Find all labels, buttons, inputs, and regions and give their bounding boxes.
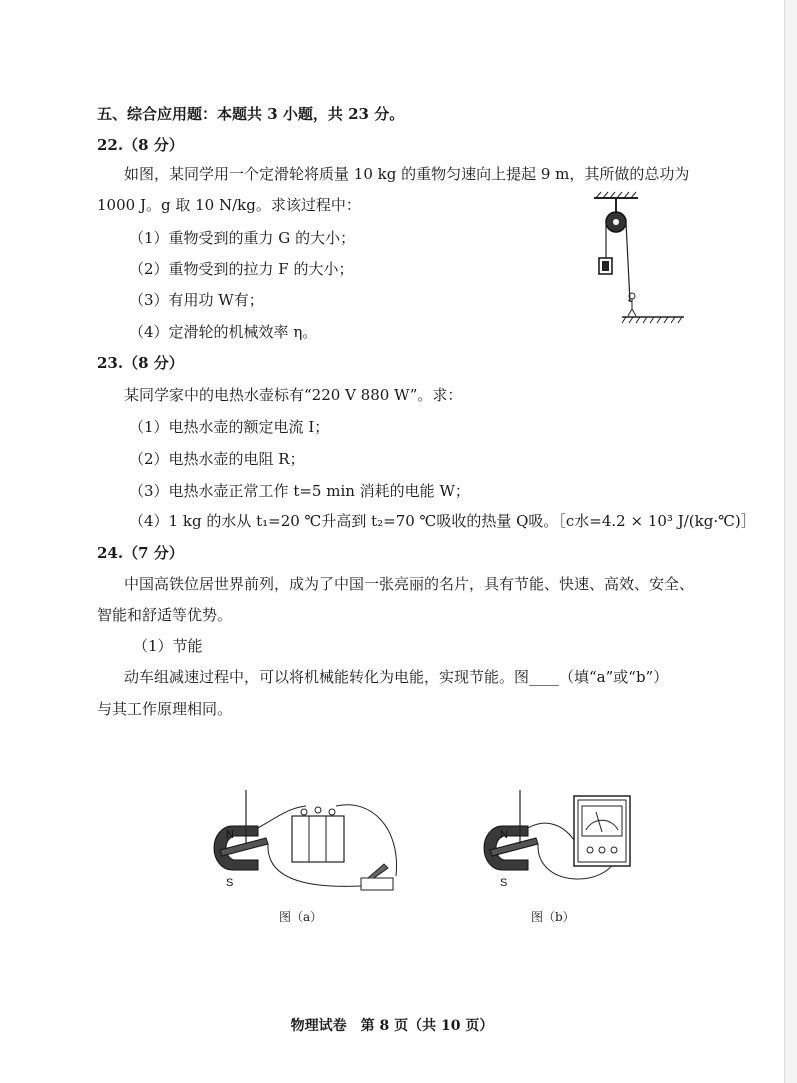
q23-item-1: （1）电热水壶的额定电流 I； [129, 418, 330, 436]
q23-item-4: （4）1 kg 的水从 t₁=20 ℃升高到 t₂=70 ℃吸收的热量 Q吸。［c水=4.2 × 10³ J/(kg·℃)］ [129, 512, 756, 530]
scrollbar[interactable] [785, 0, 797, 1083]
q23-number: 23.（8 分） [97, 354, 184, 372]
figure-a-pole-n: N [226, 829, 234, 841]
figure-b-pole-n: N [500, 829, 508, 841]
q24-sub1-title: （1）节能 [133, 637, 203, 655]
pulley-diagram [588, 190, 688, 325]
q22-stem-line1: 如图，某同学用一个定滑轮将质量 10 kg 的重物匀速向上提起 9 m，其所做的总功为 [124, 165, 690, 183]
q24-sub1-text-line2: 与其工作原理相同。 [97, 700, 233, 718]
q24-number: 24.（7 分） [97, 544, 184, 562]
figure-a-caption: 图（a） [279, 910, 323, 924]
q24-sub1-text-line1: 动车组减速过程中，可以将机械能转化为电能，实现节能。图____（填“a”或“b”） [124, 668, 669, 686]
figure-b-generator-diagram [466, 788, 636, 903]
q22-stem-line2: 1000 J。g 取 10 N/kg。求该过程中： [97, 196, 361, 214]
page-footer: 物理试卷 第 8 页（共 10 页） [290, 1018, 494, 1034]
q22-item-2: （2）重物受到的拉力 F 的大小； [129, 260, 354, 278]
figure-a-motor-diagram [196, 788, 411, 903]
q22-item-3: （3）有用功 W有； [129, 291, 264, 309]
q23-stem: 某同学家中的电热水壶标有“220 V 880 W”。求： [124, 386, 463, 404]
figure-a-pole-s: S [226, 877, 234, 889]
q24-stem-line2: 智能和舒适等优势。 [97, 606, 233, 624]
q23-item-3: （3）电热水壶正常工作 t=5 min 消耗的电能 W； [129, 482, 470, 500]
q22-number: 22.（8 分） [97, 136, 184, 154]
q23-item-2: （2）电热水壶的电阻 R； [129, 450, 305, 468]
section-heading: 五、综合应用题：本题共 3 小题，共 23 分。 [97, 105, 405, 123]
q22-item-4: （4）定滑轮的机械效率 η。 [129, 323, 318, 341]
q22-item-1: （1）重物受到的重力 G 的大小； [129, 229, 356, 247]
q24-stem-line1: 中国高铁位居世界前列，成为了中国一张亮丽的名片，具有节能、快速、高效、安全、 [124, 575, 695, 593]
figure-b-pole-s: S [500, 877, 508, 889]
figure-b-caption: 图（b） [531, 910, 575, 924]
